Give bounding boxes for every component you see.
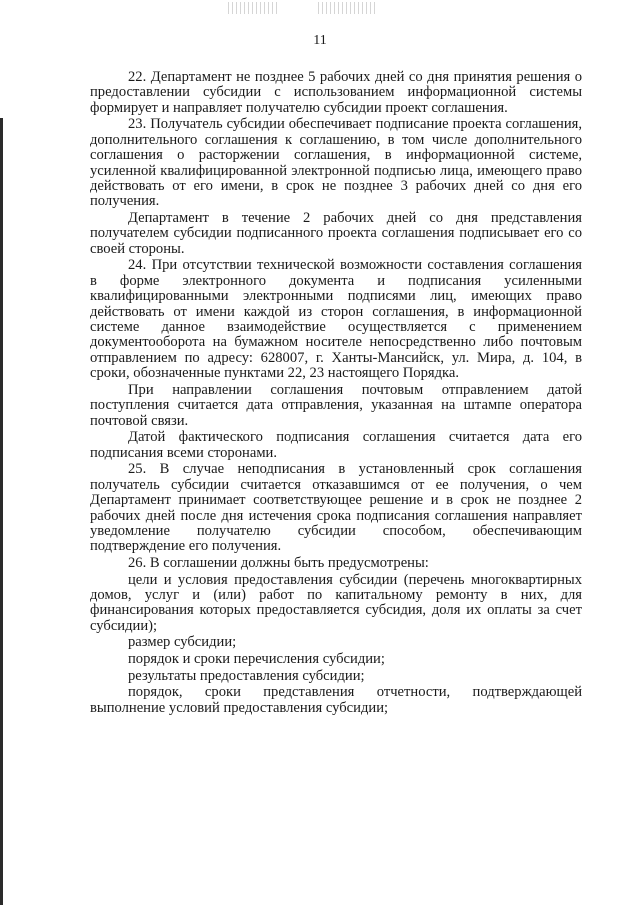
paragraph-26: 26. В соглашении должны быть предусмотрены: [128,554,429,571]
scan-edge-mark [0,118,3,905]
list-item: размер субсидии; [128,634,237,651]
page-number: 11 [313,33,327,48]
paragraph-24-postal: При направлении соглашения почтовым отправлением датой поступления считается дата отправления, указанная на штампе оператора почтовой связи. [90,381,582,429]
paragraph-24-signing-date: Датой фактического подписания соглашения считается дата его подписания всеми сторонами. [90,429,582,461]
scan-smudge [228,2,278,14]
document-body [90,70,582,717]
list-item: порядок, сроки представления отчетности, подтверждающей выполнение условий предоставления субсидии; [90,684,582,716]
list-item: порядок и сроки перечисления субсидии; [128,650,385,667]
paragraph-25: 25. В случае неподписания в установленный срок соглашения получатель субсидии считается отказавшимся от ее получения, о чем Департамент принимает соответствующее решение и в срок не позднее 2 рабочих дней после дня истечения срока подписания соглашения направляет уведомление получателю субсидии способом, обеспечивающим подтверждение его получения. [90,461,582,555]
list-item: результаты предоставления субсидии; [128,667,365,684]
paragraph-24: 24. При отсутствии технической возможности составления соглашения в форме электронного документа и подписания усиленными квалифицированными электронными подписями лиц, имеющих право действовать от имени каждой из сторон соглашения, в информационной системе данное взаимодействие осуществляется с применением документооборота на бумажном носителе непосредственно либо почтовым отправлением по адресу: 628007, г. Ханты-Мансийск, ул. Мира, д. 104, в сроки, обозначенные пунктами 22, 23 настоящего Порядка. [90,257,582,382]
list-item: цели и условия предоставления субсидии (перечень многоквартирных домов, услуг и (или) работ по капитальному ремонту в них, для финансирования которых предоставляется субсидия, доля их оплаты за счет субсидии); [90,571,582,634]
paragraph-23: 23. Получатель субсидии обеспечивает подписание проекта соглашения, дополнительного соглашения к соглашению, в том числе дополнительного соглашения о расторжении соглашения, в информационной системе, усиленной квалифицированной электронной подписью лица, имеющего право действовать от его имени, в срок не позднее 3 рабочих дней со дня его получения. [90,116,582,210]
paragraph-23-continuation: Департамент в течение 2 рабочих дней со дня представления получателем субсидии подписанного проекта соглашения подписывает его со своей стороны. [90,210,582,257]
scan-smudge [318,2,378,14]
paragraph-22: 22. Департамент не позднее 5 рабочих дней со дня принятия решения о предоставлении субсидии с использованием информационной системы формирует и направляет получателю субсидии проект соглашения. [90,69,582,116]
